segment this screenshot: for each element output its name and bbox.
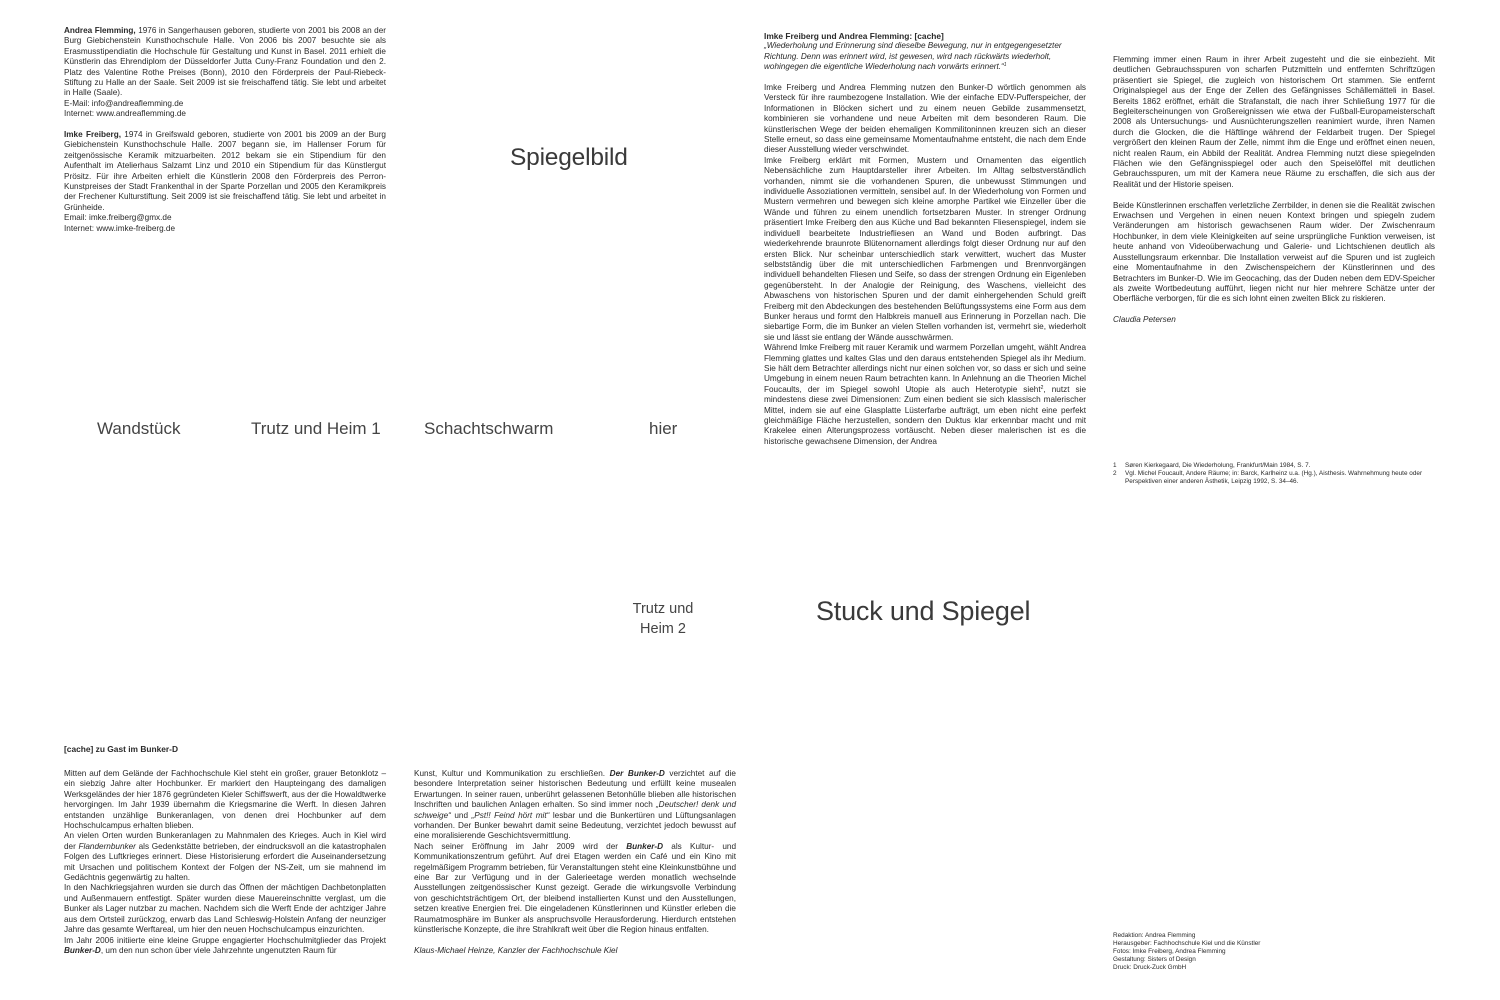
- guest-paragraph-5a: Kunst, Kultur und Kommunikation zu erschließen.: [414, 769, 610, 778]
- guest-heading-block: [64, 744, 386, 754]
- essay-paragraph-3b: , nutzt sie mindestens diese zwei Dimensionen: Zum einen bedient sie sich klassisch malerischer Mittel, indem sie auf eine Glasplatte Lüsterfarbe aufträgt, um eben nicht eine perfekt gleichmäßige Fläche herzustellen, sondern den Duktus klar erkennbar macht und mit Krakelee einen Alterungsprozess vortäuscht. Neben dieser malerischen ist es die historische gewachsene Dimension, der Andrea: [764, 384, 1086, 446]
- title-spiegelbild: Spiegelbild: [510, 144, 628, 171]
- imprint-line: Herausgeber: Fachhochschule Kiel und die Künstler: [1113, 940, 1261, 948]
- footnotes: [1113, 462, 1439, 486]
- guest-paragraph-2a: An vielen Orten wurden Bunkeranlagen zu Mahnmalen des Krieges. Auch in Kiel wird der: [64, 831, 386, 851]
- title-schachtschwarm: Schachtschwarm: [424, 419, 554, 438]
- imprint: [1113, 932, 1353, 972]
- essay-quote: [764, 41, 1086, 72]
- bio-imke: [64, 130, 386, 213]
- guest-paragraph-2-em: Flandernbunker: [78, 841, 136, 851]
- guest-paragraph-5-em2: „Deutscher! denk und schweige“: [414, 800, 736, 820]
- guest-paragraph-4a: Im Jahr 2006 initiierte eine kleine Gruppe engagierter Hochschulmitglieder das Projekt: [64, 935, 386, 945]
- bio-column: [64, 26, 386, 234]
- guest-paragraph-2b: als Gedenkstätte betrieben, der eindrucksvoll an die katastrophalen Folgen des Luftkrieges erinnert. Diese Historisierung erfordert die Auseinandersetzung mit Ursachen und politischem Kontext der Folgen der NS-Zeit, um sie mahnend im Gedächtnis gegenwärtig zu halten.: [64, 841, 387, 883]
- essay-paragraph-3a: Während Imke Freiberg mit rauer Keramik und warmem Porzellan umgeht, wählt Andrea Flemming glattes und kaltes Glas und den daraus entstehenden Spiegel als ihr Medium. Sie hält dem Betrachter allerdings nicht nur einen solchen vor, so dass er sich und seine Umgebung in einem neuen Raum betrachten kann. In Anlehnung an die Theorien Michel Foucaults, der im Spiegel sowohl Utopie als auch Heterotypie sieht: [764, 343, 1086, 394]
- guest-paragraph-3: In den Nachkriegsjahren wurden sie durch das Öffnen der mächtigen Dachbetonplatten und Außenmauern entfestigt. Später wurden diese Mauereinschnitte verglast, um die Bunker als Lager nutzbar zu machen. Nachdem sich die Werft Ende der achtziger Jahre aus dem Ortsteil zurückzog, erwarb das Land Schleswig-Holstein Anfang der neunziger Jahre das gesamte Werftareal, um hier den neuen Hochschulcampus einzurichten.: [64, 883, 386, 935]
- bio-andrea-name: Andrea Flemming,: [64, 26, 136, 35]
- essay-quote-ref: 1: [1003, 62, 1007, 69]
- imprint-line: Gestaltung: Sisters of Design: [1113, 956, 1196, 964]
- footnote-2: [1113, 470, 1439, 486]
- guest-paragraph-2: [64, 831, 386, 883]
- bio-imke-name: Imke Freiberg,: [64, 130, 121, 140]
- footnote-2-text: Vgl. Michel Foucault, Andere Räume; in: Barck, Karlheinz u.a. (Hg.), Aisthesis. Wahrnehmung heute oder Perspektiven einer anderen Ästhetik, Leipzig 1992, S. 34–46.: [1125, 470, 1423, 485]
- guest-heading: [cache] zu Gast im Bunker-D: [64, 744, 179, 754]
- bio-andrea-internet: Internet: www.andreaflemming.de: [64, 109, 186, 119]
- essay-quote-text: „Wiederholung und Erinnerung sind dieselbe Bewegung, nur in entgegengesetzter Richtung. Denn was erinnert wird, ist gewesen, wird nach rückwärts wiederholt, wohingegen die eigentliche Wiederholung nach vorwärts erinnert.“: [764, 41, 1062, 72]
- guest-paragraph-5c: und: [450, 810, 472, 820]
- essay-paragraph-2: Imke Freiberg erklärt mit Formen, Mustern und Ornamenten das eigentlich Nebensächliche zum Hauptdarsteller ihrer Arbeiten. Im Alltag selbstverständlich vorhanden, nimmt sie die vorhandenen Spuren, die unbewusst Stimmungen und individuelle Assoziationen vermitteln, sensibel auf. In der Wiederholung von Formen und Mustern vermehren und bewegen sich kleine amorphe Partikel wie Einzeller über die Wände und führen zu einem unendlich fortsetzbaren Muster. In strenger Ordnung präsentiert Imke Freiberg den aus Küche und Bad bekannten Fliesenspiegel, indem sie individuell bearbeitete Industriefliesen an Wand und Boden aufbringt. Das wiederkehrende braunrote Blütenornament allerdings folgt dieser Ordnung nur auf den ersten Blick. Nur scheinbar unterschiedlich stark verwittert, wuchert das Muster selbstständig über die mit unterschiedlichen Farbmengen und Brennvorgängen individuell behandelten Fliesen und Seife, so dass der strengen Ordnung ein Eigenleben gegenübersteht. In der Analogie der Reinigung, des Waschens, vielleicht des Abwaschens von historischen Spuren und der damit einhergehenden Schuld greift Freiberg mit den Abdeckungen des bestehenden Belüftungssystems eine Form aus dem Bunker heraus und formt den Halbkreis manuell aus Erinnerung in Porzellan nach. Die siebartige Form, die im Bunker an vielen Stellen vorhanden ist, vermehrt sie, wiederholt sie und lässt sie entlang der Wände ausschwärmen.: [764, 155, 1086, 342]
- essay-column-2: [1113, 55, 1435, 326]
- bio-imke-text: 1974 in Greifswald geboren, studierte von 2001 bis 2009 an der Burg Giebichenstein Kunsthochschule Halle. 2007 begann sie, im Hallenser Forum für zeitgenössische Keramik mitzuarbeiten. 2012 bekam sie ein Stipendium für den Aufenthalt im Atelierhaus Salzamt Linz und 2010 ein Stipendium für das Künstlergut Prösitz. Für ihre Arbeiten erhielt die Künstlerin 2008 den Förderpreis des Perron-Kunstpreises der Stadt Frankenthal in der Sparte Porzellan und 2005 den Keramikpreis der Frechener Kulturstiftung. Seit 2009 ist sie freischaffend tätig. Sie lebt und arbeitet in Grünheide.: [64, 130, 386, 212]
- guest-paragraph-5-em: Der Bunker-D: [609, 769, 665, 778]
- footnote-1-number: 1: [1113, 462, 1117, 469]
- title-wandstueck: Wandstück: [97, 419, 181, 438]
- essay-column-1: [764, 31, 1086, 447]
- essay-paragraph-5: Beide Künstlerinnen erschaffen verletzliche Zerrbilder, in denen sie die Realität zwischen Erwachsen und Vergehen in einen neuen Kontext bringen und spiegeln zudem Veränderungen am historisch gewachsenen Raum wider. Der Zwischenraum Hochbunker, in dem viele Kleinigkeiten auf seine ursprüngliche Funktion verweisen, ist heute anhand von Videoüberwachung und Galerie- und Lichtschienen deutlich als Ausstellungsraum erkennbar. Die Installation verweist auf die Spuren und ist zugleich eine Momentaufnahme in den Zwischenspeichern der Künstlerinnen und des Betrachters im Bunker-D. Wie im Geocaching, das der Duden neben dem EDV-Speicher als zweite Wortbedeutung aufführt, liegen nicht nur hier mehrere Schätze unter der Oberfläche verborgen, für die es sich lohnt einen zweiten Blick zu riskieren.: [1113, 200, 1435, 304]
- guest-column-1: [64, 769, 386, 956]
- essay-heading: Imke Freiberg und Andrea Flemming: [cache]: [764, 31, 944, 41]
- guest-paragraph-4b: , um den nun schon über viele Jahrzehnte ungenutzten Raum für: [100, 945, 337, 955]
- title-stuck-und-spiegel: Stuck und Spiegel: [816, 596, 1031, 626]
- guest-paragraph-4-em: Bunker-D: [64, 945, 101, 955]
- guest-author: Klaus-Michael Heinze, Kanzler der Fachhochschule Kiel: [414, 945, 618, 955]
- imprint-line: Redaktion: Andrea Flemming: [1113, 932, 1196, 939]
- footnote-1: [1113, 462, 1439, 470]
- guest-column-2: [414, 769, 736, 956]
- guest-paragraph-6a: Nach seiner Eröffnung im Jahr 2009 wird der: [414, 841, 627, 851]
- bio-imke-email: Email: imke.freiberg@gmx.de: [64, 213, 172, 223]
- bio-imke-internet: Internet: www.imke-freiberg.de: [64, 223, 176, 233]
- guest-paragraph-5: [414, 769, 736, 842]
- title-trutz-und-heim-2-line2: Heim 2: [640, 621, 686, 637]
- guest-paragraph-5b: verzichtet auf die besondere Interpretation seiner historischen Bedeutung und erfüllt keine musealen Erwartungen. In seiner rauen, unberührt gelassenen Betonhülle blieben alle historischen Inschriften und baulichen Anlagen erhalten. So sind immer noch: [414, 769, 736, 810]
- bio-andrea-text: 1976 in Sangerhausen geboren, studierte von 2001 bis 2008 an der Burg Giebichenstein Kunsthochschule Halle. Von 2006 bis 2007 besuchte sie als Erasmusstipendiatin die Hochschule für Gestaltung und Kunst in Basel. 2011 erhielt die Künstlerin das Ehrendiplom der Düsseldorfer Jutta Cuny-Franz Foundation und den 2. Platz des Valentine Rothe Preises (Bonn), 2010 den Förderpreis der Paul-Riebeck-Stiftung zu Halle an der Saale. Seit 2009 ist sie freischaffend tätig. Sie lebt und arbeitet in Halle (Saale).: [64, 26, 386, 98]
- imprint-line: Druck: Druck-Zuck GmbH: [1113, 964, 1187, 972]
- footnote-1-text: Søren Kierkegaard, Die Wiederholung, Frankfurt/Main 1984, S. 7.: [1125, 462, 1311, 469]
- imprint-line: Fotos: Imke Freiberg, Andrea Flemming: [1113, 948, 1226, 956]
- guest-paragraph-6-em: Bunker-D: [626, 841, 664, 851]
- essay-author: Claudia Petersen: [1113, 315, 1176, 325]
- footnote-2-number: 2: [1113, 470, 1117, 477]
- title-trutz-und-heim-2: [618, 599, 708, 639]
- essay-paragraph-3-ref: 2: [1040, 384, 1044, 391]
- title-trutz-und-heim-1: Trutz und Heim 1: [251, 419, 381, 438]
- guest-paragraph-5-em3: „Pst!! Feind hört mit“: [471, 810, 550, 820]
- guest-paragraph-6b: als Kultur- und Kommunikationszentrum geführt. Auf drei Etagen werden ein Café und ein Kino mit regelmäßigem Programm betrieben, für Veranstaltungen steht eine Kleinkunstbühne und eine Bar zur Verfügung und in der Galerieetage werden monatlich wechselnde Ausstellungen zeitgenössischer Kunst gezeigt. Gerade die wirkungsvolle Verbindung von geschichtsträchtigem Ort, der bleibend installierten Kunst und den Ausstellungen, setzen kreative Energien frei. Die eingeladenen Künstlerinnen und Künstler erleben die Raumatmosphäre im Bunker als anspruchsvolle Herausforderung. Hierdurch entstehen künstlerische Konzepte, die ihre Strahlkraft weit über die Region hinaus entfalten.: [414, 841, 736, 935]
- essay-paragraph-4: Flemming immer einen Raum in ihrer Arbeit zugesteht und die sie einbezieht. Mit deutlichen Gebrauchsspuren von scharfen Putzmitteln und entfernten Schriftzügen präsentiert sie Spiegel, die zugleich von historischem Ort stammen. Sie entfernt Originalspiegel aus der Enge der Zellen des Gefängnisses Schällemätteli in Basel. Bereits 1862 eröffnet, erhält die Strafanstalt, die nach ihrer Schließung 1977 für die Begleiterscheinungen von Großereignissen wie etwa der Fußball-Europameisterschaft 2008 als Untersuchungs- und Ausnüchterungszellen reanimiert wurde, ihren Namen durch die Glocken, die die Häftlinge während der Feldarbeit trugen. Der Spiegel vergrößert den kleinen Raum der Zelle, nimmt ihm die Enge und eröffnet einen neuen, nicht realen Raum, ein Abbild der Realität. Andrea Flemming nutzt diese spiegelnden Flächen wie den Gefängnisspiegel oder auch den Speiselöffel mit deutlichen Gebrauchsspuren, um mit der Kamera neue Räume zu erschaffen, die sich aus der Realität und der Historie speisen.: [1113, 55, 1435, 189]
- title-trutz-und-heim-2-line1: Trutz und: [632, 601, 694, 617]
- bio-andrea: [64, 26, 386, 99]
- essay-paragraph-1: Imke Freiberg und Andrea Flemming nutzen den Bunker-D wörtlich genommen als Versteck für ihre raumbezogene Installation. Wie der einfache EDV-Pufferspeicher, der Informationen in Blöcken sichert und zu einem neuen Gebilde zusammensetzt, kombinieren sie vorhandene und neue Arbeiten mit dem besonderen Raum. Die künstlerischen Wege der beiden ehemaligen Kommilitoninnen kreuzen sich an dieser Stelle erneut, so dass eine gemeinsame Momentaufnahme entsteht, die nach dem Ende dieser Ausstellung wieder verschwindet.: [764, 83, 1086, 155]
- essay-paragraph-3: [764, 343, 1086, 447]
- title-hier: hier: [649, 419, 678, 438]
- guest-paragraph-4: [64, 936, 386, 957]
- guest-paragraph-6: [414, 842, 736, 936]
- bio-andrea-email: E-Mail: info@andreaflemming.de: [64, 98, 184, 108]
- guest-paragraph-5d: lesbar und die Bunkertüren und Lüftungsanlagen vorhanden. Der Bunker bewahrt damit seine Bedeutung, verzichtet jedoch bewusst auf eine moralisierende Geschichtsvermittlung.: [414, 810, 736, 841]
- guest-paragraph-1: Mitten auf dem Gelände der Fachhochschule Kiel steht ein großer, grauer Betonklotz – ein siebzig Jahre alter Hochbunker. Er markiert den Haupteingang des damaligen Werksgeländes der hier 1876 gegründeten Kieler Schiffswerft, aus der die Howaldtwerke hervorgingen. Im Jahr 1939 übernahm die Kriegsmarine die Werft. In diesen Jahren entstanden unzählige Bunkeranlagen, von denen drei Hochbunker auf dem Hochschulcampus erhalten blieben.: [64, 769, 386, 831]
